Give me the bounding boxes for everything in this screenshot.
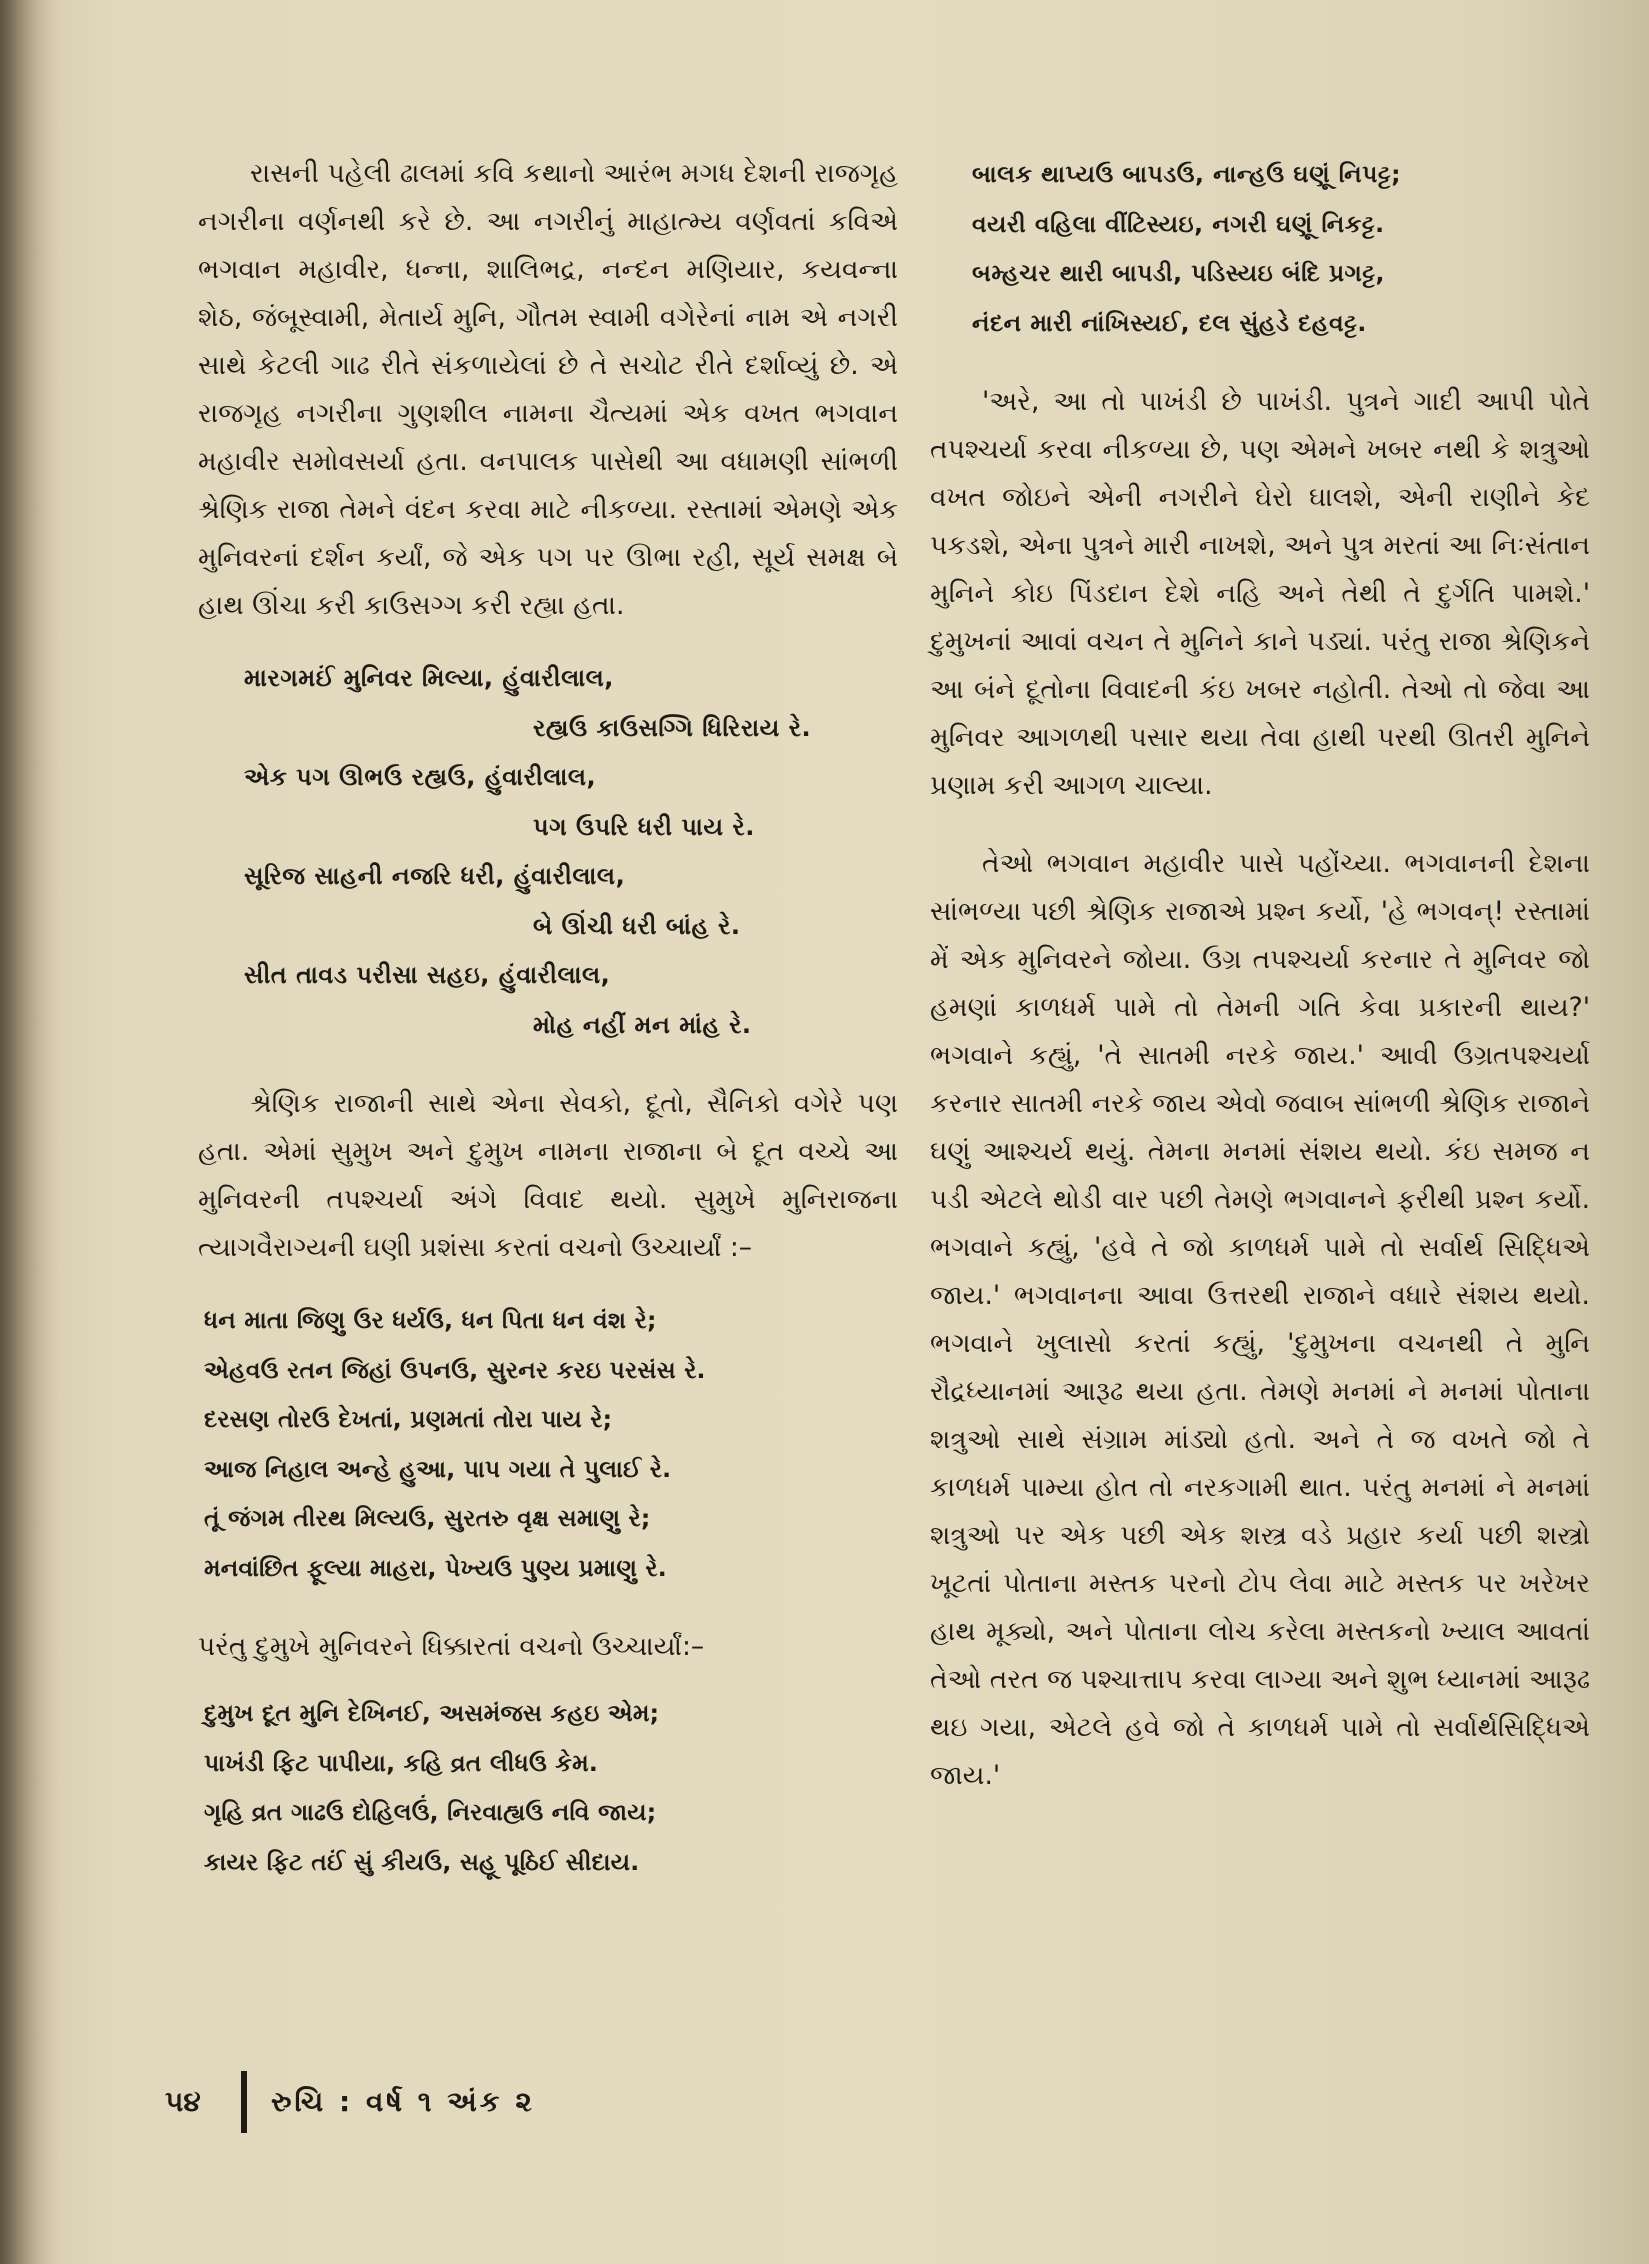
- footer-divider: [241, 2071, 247, 2133]
- verse-line: બાલક થાપ્યઉ બાપડઉ, નાન્હઉ ઘણૂં નિપટ્ટ;: [972, 160, 1402, 188]
- verse-line: ગૃહિ વ્રત ગાઢઉ દોહિલઉં, નિરવાહ્યઉ નવિ જાય;: [204, 1798, 657, 1826]
- verse-line: બે ઊંચી ધરી બાંહ રે.: [533, 911, 741, 940]
- journal-title: રુચિ : વર્ષ ૧ અંક ૨: [271, 2085, 535, 2118]
- verse-line: દુમુખ દૂત મુનિ દેખિનઈ, અસમંજસ કહઇ એમ;: [204, 1699, 660, 1727]
- verse-line: બમ્હચર થારી બાપડી, પડિસ્યઇ બંદિ પ્રગટ્ટ,: [972, 259, 1385, 287]
- paragraph-messengers: શ્રેણિક રાજાની સાથે એના સેવકો, દૂતો, સૈનિકો વગેરે પણ હતા. એમાં સુમુખ અને દુમુખ નામના રાજાના બે દૂત વચ્ચે આ મુનિવરની તપશ્ચર્યા અંગે વિવાદ થયો. સુમુખે મુનિરાજના ત્યાગવૈરાગ્યની ઘણી પ્રશંસા કરતાં વચનો ઉચ્ચાર્યાં :–: [198, 1088, 898, 1263]
- verse-line: આજ નિહાલ અન્હે હુઆ, પાપ ગયા તે પુલાઈ રે.: [204, 1454, 672, 1483]
- verse-line: તૂં જંગમ તીરથ મિલ્યઉ, સુરતરુ વૃક્ષ સમાણુ રે;: [204, 1504, 651, 1532]
- paragraph-intro: રાસની પહેલી ઢાલમાં કવિ કથાનો આરંભ મગધ દેશની રાજગૃહ નગરીના વર્ણનથી કરે છે. આ નગરીનું માહાત્મ્ય વર્ણવતાં કવિએ ભગવાન મહાવીર, ધન્ના, શાલિભદ્ર, નન્દન મણિયાર, કયવન્ના શેઠ, જંબૂસ્વામી, મેતાર્ય મુનિ, ગૌતમ સ્વામી વગેરેનાં નામ એ નગરી સાથે કેટલી ગાઢ રીતે સંકળાયેલાં છે તે સચોટ રીતે દર્શાવ્યું છે. એ રાજગૃહ નગરીના ગુણશીલ નામના ચૈત્યમાં એક વખત ભગવાન મહાવીર સમોવસર્યા હતા. વનપાલક પાસેથી આ વધામણી સાંભળી શ્રેણિક રાજા તેમને વંદન કરવા માટે નીકળ્યા. રસ્તામાં એમણે એક મુનિવરનાં દર્શન કર્યાં, જે એક પગ પર ઊભા રહી, સૂર્ય સમક્ષ બે હાથ ઊંચા કરી કાઉસગ્ગ કરી રહ્યા હતા.: [198, 158, 898, 621]
- verse-line: મનવાંછિત ફૂલ્યા માહરા, પેખ્યઉ પુણ્ય પ્રમાણુ રે.: [204, 1553, 667, 1582]
- paragraph-dumukh-speech: 'અરે, આ તો પાખંડી છે પાખંડી. પુત્રને ગાદી આપી પોતે તપશ્ચર્યા કરવા નીકળ્યા છે, પણ એમને ખબર નથી કે શત્રુઓ વખત જોઇને એની નગરીને ઘેરો ઘાલશે, એની રાણીને કેદ પકડશે, એના પુત્રને મારી નાખશે, અને પુત્ર મરતાં આ નિઃસંતાન મુનિને કોઇ પિંડદાન દેશે નહિ અને તેથી તે દુર્ગતિ પામશે.' દુમુખનાં આવાં વચન તે મુનિને કાને પડ્યાં. પરંતુ રાજા શ્રેણિકને આ બંને દૂતોના વિવાદની કંઇ ખબર નહોતી. તેઓ તો જેવા આ મુનિવર આગળથી પસાર થયા તેવા હાથી પરથી ઊતરી મુનિને પ્રણામ કરી આગળ ચાલ્યા.: [930, 386, 1590, 801]
- left-column: [198, 150, 898, 1917]
- right-column: [930, 150, 1590, 1830]
- verse-block-dumukh: [198, 1689, 898, 1887]
- page-footer: [165, 2070, 535, 2134]
- verse-line: એહવઉ રતન જિહાં ઉપનઉ, સુરનર કરઇ પરસંસ રે.: [204, 1355, 706, 1384]
- verse-line: મોહ નહીં મન માંહ રે.: [533, 1010, 752, 1039]
- verse-block-sumukh: [198, 1296, 898, 1593]
- verse-line: દરસણ તોરઉ દેખતાં, પ્રણમતાં તોરા પાય રે;: [204, 1405, 613, 1433]
- verse-line: મારગમઈં મુનિવર મિલ્યા, હુંવારીલાલ,: [244, 664, 614, 692]
- verse-line: પગ ઉપરિ ધરી પાય રે.: [533, 812, 755, 841]
- verse-line: સૂરિજ સાહની નજરિ ધરી, હુંવારીલાલ,: [244, 862, 626, 890]
- verse-line: વયરી વહિલા વીંટિસ્યઇ, નગરી ઘણૂં નિકટ્ટ.: [972, 209, 1385, 238]
- verse-line: ધન માતા જિણુ ઉર ધર્યઉ, ધન પિતા ધન વંશ રે;: [204, 1306, 657, 1334]
- paragraph-dumukh-intro: પરંતુ દુમુખે મુનિવરને ધિક્કારતાં વચનો ઉચ્ચાર્યાં:–: [198, 1631, 705, 1662]
- verse-line: પાખંડી ફિટ પાપીયા, કહિ વ્રત લીધઉ કેમ.: [204, 1748, 599, 1777]
- verse-line: સીત તાવડ પરીસા સહઇ, હુંવારીલાલ,: [244, 961, 611, 989]
- page-number: ૫૪: [165, 2085, 201, 2118]
- verse-line: એક પગ ઊભઉ રહ્યઉ, હુંવારીલાલ,: [244, 763, 597, 791]
- verse-line: નંદન મારી નાંખિસ્યઈ, દલ સુંહડે દહવટ્ટ.: [972, 308, 1367, 337]
- paragraph-bhagvan-answer: તેઓ ભગવાન મહાવીર પાસે પહોંચ્યા. ભગવાનની દેશના સાંભળ્યા પછી શ્રેણિક રાજાએ પ્રશ્ન કર્યો, 'હે ભગવન્! રસ્તામાં મેં એક મુનિવરને જોયા. ઉગ્ર તપશ્ચર્યા કરનાર તે મુનિવર જો હમણાં કાળધર્મ પામે તો તેમની ગતિ કેવા પ્રકારની થાય?' ભગવાને કહ્યું, 'તે સાતમી નરકે જાય.' આવી ઉગ્રતપશ્ચર્યા કરનાર સાતમી નરકે જાય એવો જવાબ સાંભળી શ્રેણિક રાજાને ઘણું આશ્ચર્ય થયું. તેમના મનમાં સંશય થયો. કંઇ સમજ ન પડી એટલે થોડી વાર પછી તેમણે ભગવાનને ફરીથી પ્રશ્ન કર્યો. ભગવાને કહ્યું, 'હવે તે જો કાળધર્મ પામે તો સર્વાર્થ સિદ્ધિએ જાય.' ભગવાનના આવા ઉત્તરથી રાજાને વધારે સંશય થયો. ભગવાને ખુલાસો કરતાં કહ્યું, 'દુમુખના વચનથી તે મુનિ રૌદ્રધ્યાનમાં આરૂઢ થયા હતા. તેમણે મનમાં ને મનમાં પોતાના શત્રુઓ સાથે સંગ્રામ માંડ્યો હતો. અને તે જ વખતે જો તે કાળધર્મ પામ્યા હોત તો નરકગામી થાત. પરંતુ મનમાં ને મનમાં શત્રુઓ પર એક પછી એક શસ્ત્ર વડે પ્રહાર કર્યા પછી શસ્ત્રો ખૂટતાં પોતાના મસ્તક પરનો ટોપ લેવા માટે મસ્તક પર ખરેખર હાથ મૂક્યો, અને પોતાના લોચ કરેલા મસ્તકનો ખ્યાલ આવતાં તેઓ તરત જ પશ્ચાત્તાપ કરવા લાગ્યા અને શુભ ધ્યાનમાં આરૂઢ થઇ ગયા, એટલે હવે જો તે કાળધર્મ પામે તો સર્વાર્થસિદ્ધિએ જાય.': [930, 848, 1590, 1791]
- verse-line: કાયર ફિટ તઈં સું કીયઉ, સહૂ પૂઠિઈ સીદાય.: [204, 1847, 640, 1876]
- verse-line: રહ્યઉ કાઉસગ્ગિ ધિરિરાય રે.: [533, 713, 812, 742]
- verse-block-dumukh-cont: [930, 150, 1590, 348]
- verse-block-muni: [198, 654, 898, 1050]
